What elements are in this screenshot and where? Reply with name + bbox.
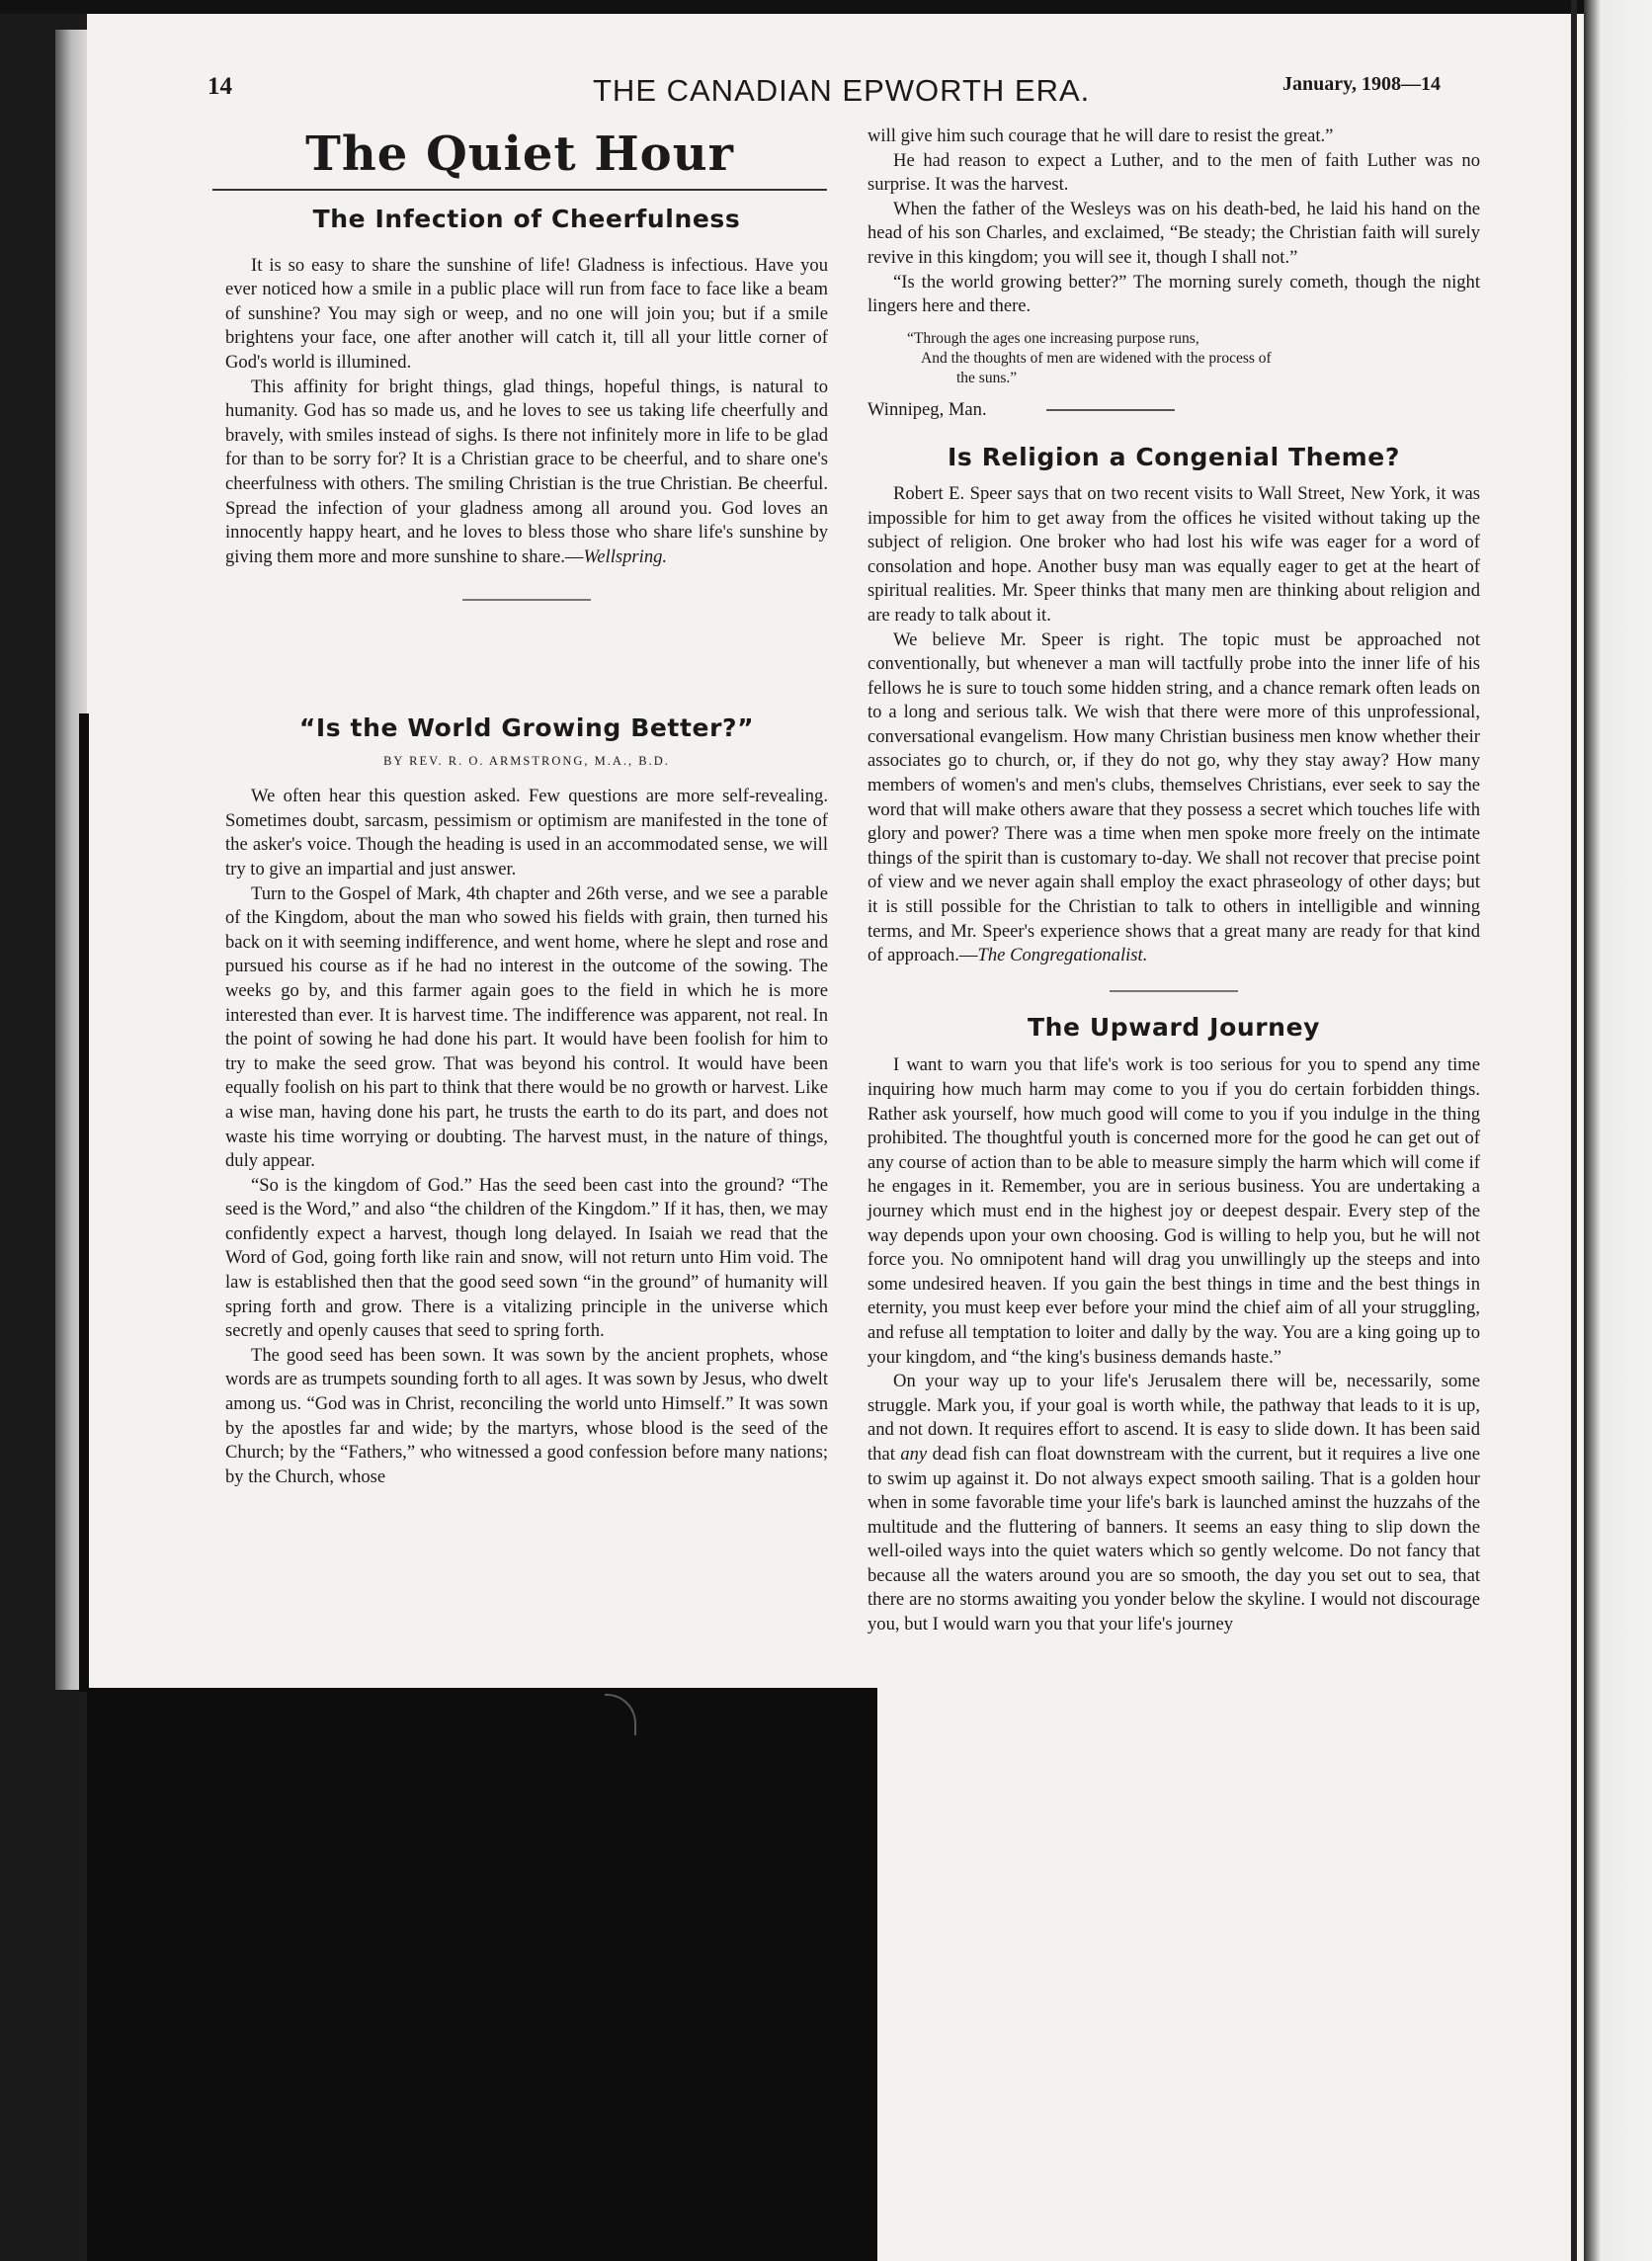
paragraph-text: We believe Mr. Speer is right. The topic must be approached not conventionally, but whenever a man will tactfully probe into the inner life of his fellows he is sure to touch some hidden string, and a chance remark often leads on to a long and serious talk. We wish that there were more of this unprofessional, conversational evangelism. How many Christian business men know whether their associates go to church, or, if they do not go, why they stay away? How many members of women's and men's clubs, themselves Christians, ever seek to say the word that will make others aware that they possess a secret which touches life with glory and power? There was a time when men spoke more freely on the intimate things of the spirit than is customary to-day. We shall not recover that precise point of view and we never again shall employ the exact phraseology of other days; but it is still possible for the Christian to talk to others in intelligible and winning terms, and Mr. Speer's experience shows that a great many are ready for that kind of approach.— bbox=[867, 628, 1480, 966]
paragraph bbox=[867, 1370, 1480, 1637]
article-heading: Is Religion a Congenial Theme? bbox=[948, 443, 1400, 472]
section-title: The Quiet Hour bbox=[305, 126, 734, 182]
page-number: 14 bbox=[207, 73, 232, 100]
source-credit: Wellspring. bbox=[583, 545, 668, 567]
article-heading: The Infection of Cheerfulness bbox=[312, 205, 741, 233]
paragraph: It is so easy to share the sunshine of life! Gladness is infectious. Have you ever noticed how a smile in a public place will run from face to face like a beam of sunshine? You may sigh or weep, and no one will join you; but if a smile brightens your face, one after another will catch it, till all your little corner of God's world is illumined. bbox=[225, 254, 828, 373]
paragraph: Turn to the Gospel of Mark, 4th chapter and 26th verse, and we see a parable of the Kingdom, about the man who sowed his fields with grain, then turned his back on it with seeming indifference, and went home, where he slept and rose and pursued his course as if he had no interest in the outcome of the sowing. The weeks go by, and this farmer again goes to the field in which he is more interested than ever. It is harvest time. The indifference was apparent, not real. In the point of sowing he had done his part. It would have been foolish for him to try to make the seed grow. That was beyond his control. It would have been equally foolish on his part to think that there would be no growth or harvest. Like a wise man, having done his part, he trusts the earth to do its part, and does not waste his time worrying or doubting. The harvest must, in the nature of things, duly appear. bbox=[225, 882, 828, 1172]
paragraph: When the father of the Wesleys was on his death-bed, he laid his hand on the head of his son Charles, and exclaimed, “Be steady; the Christian faith will surely revive in this kingdom; you will see it, though I shall not.” bbox=[867, 198, 1480, 268]
author-location: Winnipeg, Man. bbox=[867, 398, 987, 420]
paragraph: will give him such courage that he will dare to resist the great.” bbox=[867, 126, 1334, 146]
article-separator bbox=[1046, 409, 1175, 411]
article-world-growing-better bbox=[225, 716, 828, 1685]
article-heading: “Is the World Growing Better?” bbox=[298, 716, 755, 742]
source-credit: The Congregationalist. bbox=[977, 945, 1148, 966]
paragraph-text: On your way up to your life's Jerusalem there will be, necessarily, some struggle. Mark you, if your goal is worth while, the pathway that leads to it is up, and not down. It requires effort to ascend. It is easy to slide down. It has been said that bbox=[867, 1371, 1480, 1465]
scan-bottom-shadow bbox=[87, 1688, 877, 2261]
scan-edge-top bbox=[0, 0, 1652, 14]
paragraph: I want to warn you that life's work is too serious for you to spend any time inquiring how much harm may come to you if you do certain forbidden things. Rather ask yourself, how much good will come to you if you indulge in the thing prohibited. The thoughtful youth is concerned more for the good he can get out of any course of action than to be able to measure simply the harm which will come if he engages in it. Remember, you are in serious business. You are undertaking a journey which must end in the highest joy or deepest despair. Every step of the way depends upon your own choosing. God is willing to help you, but he will not force you. No omnipotent hand will drag you unwillingly up the steeps and into some undesired heaven. If you gain the best things in time and the best things in eternity, you must keep ever before your mind the chief aim of all your struggling, and refuse all temptation to loiter and dally by the way. You are a king going up to your kingdom, and “the king's business demands haste.” bbox=[867, 1054, 1480, 1368]
paragraph bbox=[867, 628, 1480, 968]
paragraph-text: dead fish can float downstream with the current, but it requires a live one to swim up against it. Do not always expect smooth sailing. That is a golden hour when in some favorable time your life's bark is launched aminst the huzzahs of the multitude and the fluttering of banners. It seems an easy thing to slip down the well-oiled ways into the quiet waters which so gently welcome. Do not fancy that because all the waters around you are so smooth, the day you set out to sea, that there are no storms awaiting you yonder below the skyline. I would not discourage you, but I would warn you that your life's journey bbox=[867, 1443, 1481, 1635]
section-rule bbox=[212, 189, 827, 191]
poem-quotation bbox=[907, 329, 1480, 388]
right-column bbox=[867, 125, 1480, 1637]
magazine-title: THE CANADIAN EPWORTH ERA. bbox=[593, 73, 1091, 108]
paragraph: The good seed has been sown. It was sown by the ancient prophets, whose words are as trumpets sounding forth to all ages. It was sown by Jesus, who dwelt among us. “God was in Christ, reconciling the world unto Himself.” It was sown by the apostles far and wide; by the martyrs, whose blood is the seed of the Church; by the “Fathers,” who witnessed a good confession before many nations; by the Church, whose bbox=[225, 1344, 828, 1487]
paragraph: He had reason to expect a Luther, and to the men of faith Luther was no surprise. It was the harvest. bbox=[867, 149, 1480, 196]
paragraph: “Is the world growing better?” The morning surely cometh, though the night lingers here and there. bbox=[867, 271, 1480, 317]
scan-left-shadow bbox=[79, 713, 89, 1692]
byline: BY REV. R. O. ARMSTRONG, M.A., B.D. bbox=[383, 753, 670, 768]
issue-date: January, 1908—14 bbox=[1282, 73, 1442, 95]
article-infection-of-cheerfulness bbox=[225, 205, 828, 601]
paragraph: We often hear this question asked. Few questions are more self-revealing. Sometimes doubt, sarcasm, pessimism or optimism are manifested in the tone of the asker's voice. Though the heading is used in an accommodated sense, we will try to give an impartial and just answer. bbox=[225, 786, 828, 879]
poem-line: “Through the ages one increasing purpose runs, bbox=[907, 329, 1199, 347]
binding-shadow bbox=[1571, 0, 1577, 2261]
paragraph: Robert E. Speer says that on two recent visits to Wall Street, New York, it was impossible for him to get away from the offices he visited without taking up the subject of religion. One broker who had lost his wife was eager for a word of consolation and hope. Another busy man was equally eager to get at the heart of spiritual realities. Mr. Speer thinks that many men are thinking about religion and are ready to talk about it. bbox=[867, 482, 1480, 626]
paragraph-text: This affinity for bright things, glad things, hopeful things, is natural to humanity. God has so made us, and he loves to see us taking life cheerfully and bravely, with smiles instead of sighs. Is there not infinitely more in life to be glad for than to be sorry for? It is a Christian grace to be cheerful, and to share one's cheerfulness with others. The smiling Christian is the true Christian. Be cheerful. Spread the infection of your gladness among all around you. God loves an innocently happy heart, and he loves to bless those who share life's sunshine by giving them more and more sunshine to share.— bbox=[225, 376, 828, 567]
article-heading: The Upward Journey bbox=[1027, 1012, 1321, 1042]
paragraph bbox=[225, 376, 828, 570]
paragraph: “So is the kingdom of God.” Has the seed been cast into the ground? “The seed is the Word,” and also “the children of the Kingdom.” If it has, then, we may confidently expect a harvest, though long delayed. In Isaiah we read that the Word of God, going forth like rain and snow, will not return unto Him void. The law is established then that the good seed sown “in the ground” of humanity will spring forth and grow. There is a vitalizing principle in the universe which secretly and openly causes that seed to spring forth. bbox=[225, 1174, 828, 1342]
emphasis: any bbox=[900, 1443, 928, 1465]
poem-line: And the thoughts of men are widened with the process of bbox=[921, 349, 1272, 367]
facing-page-strip bbox=[1584, 0, 1652, 2261]
article-separator bbox=[462, 599, 591, 601]
poem-line: the suns.” bbox=[956, 369, 1018, 386]
